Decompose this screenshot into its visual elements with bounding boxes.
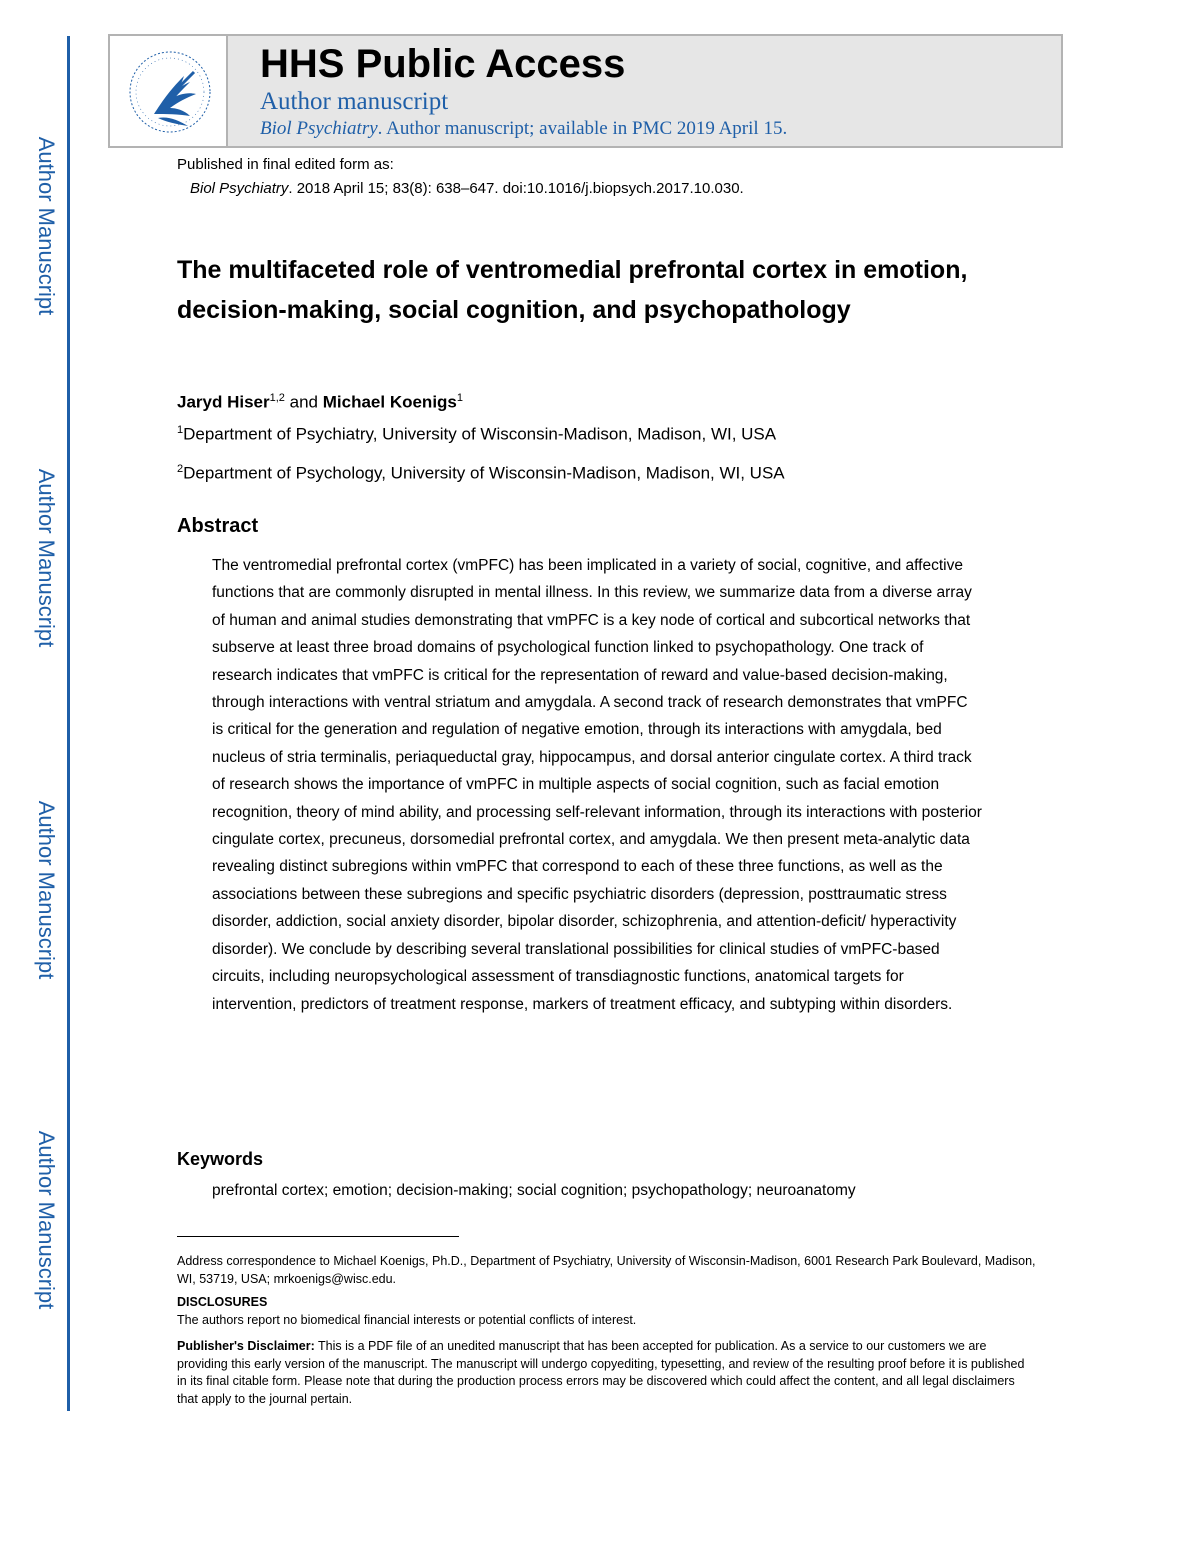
author-name: Jaryd Hiser — [177, 392, 270, 412]
affiliation-marker: 1 — [177, 424, 184, 436]
availability-line — [260, 118, 787, 140]
margin-rule — [67, 36, 70, 1411]
header-title-area — [228, 36, 1061, 146]
author-name: Michael Koenigs — [322, 392, 457, 412]
hhs-eagle-seal-icon — [110, 36, 226, 146]
disclaimer-text: This is a PDF file of an unedited manuscript that has been accepted for publication. As a service to our customers we are providing this early version of the manuscript. The manuscript will undergo copyediting, typesetting, and review of the resulting proof before it is published in its final citable form. Please note that during the production process errors may be discovered which could affect the content, and all legal disclaimers that apply to the journal pertain. — [177, 1339, 1025, 1406]
keywords-list: prefrontal cortex; emotion; decision-making; social cognition; psychopathology; neuroanatomy — [212, 1182, 856, 1199]
affiliation-2 — [177, 463, 785, 484]
hhs-header — [108, 34, 1063, 148]
author-manuscript-label: Author manuscript — [260, 88, 449, 115]
journal-name: Biol Psychiatry — [260, 118, 378, 139]
affiliation-marker: 2 — [177, 463, 184, 475]
affiliation-text: Department of Psychology, University of Wisconsin-Madison, Madison, WI, USA — [183, 463, 785, 483]
author-list — [177, 392, 463, 413]
author-affiliation-marker: 1,2 — [269, 392, 285, 404]
published-citation — [190, 180, 744, 197]
publisher-disclaimer — [177, 1338, 1037, 1408]
hhs-title: HHS Public Access — [260, 42, 626, 86]
citation-details: . 2018 April 15; 83(8): 638–647. doi:10.1016/j.biopsych.2017.10.030. — [288, 180, 744, 197]
hhs-logo — [110, 36, 228, 146]
published-label: Published in final edited form as: — [177, 156, 394, 173]
disclaimer-label: Publisher's Disclaimer: — [177, 1339, 315, 1353]
correspondence-address: Address correspondence to Michael Koenigs, Ph.D., Department of Psychiatry, University of Wisconsin-Madison, 6001 Research Park Boulevard, Madison, WI, 53719, USA; mrkoenigs@wisc.edu. — [177, 1254, 1036, 1286]
disclosures-text: The authors report no biomedical financial interests or potential conflicts of interest. — [177, 1313, 637, 1327]
abstract-heading: Abstract — [177, 515, 259, 537]
affiliation-text: Department of Psychiatry, University of Wisconsin-Madison, Madison, WI, USA — [183, 424, 777, 444]
availability-text: . Author manuscript; available in PMC 2019 April 15. — [377, 118, 788, 139]
keywords-heading: Keywords — [177, 1149, 264, 1169]
citation-journal: Biol Psychiatry — [190, 180, 289, 197]
abstract-body: The ventromedial prefrontal cortex (vmPFC) has been implicated in a variety of social, cognitive, and affective functions that are commonly disrupted in mental illness. In this review, we summarize data from a diverse array of human and animal studies demonstrating that vmPFC is a key node of cortical and subcortical networks that subserve at least three broad domains of psychological function linked to psychopathology. One track of research indicates that vmPFC is critical for the representation of reward and value-based decision-making, through interactions with ventral striatum and amygdala. A second track of research demonstrates that vmPFC is critical for the generation and regulation of negative emotion, through its interactions with amygdala, bed nucleus of stria terminalis, periaqueductal gray, hippocampus, and dorsal anterior cingulate cortex. A third track of research shows the importance of vmPFC in multiple aspects of social cognition, such as facial emotion recognition, theory of mind ability, and processing self-relevant information, through its interactions with posterior cingulate cortex, precuneus, dorsomedial prefrontal cortex, and amygdala. We then present meta-analytic data revealing distinct subregions within vmPFC that correspond to each of these three functions, as well as the associations between these subregions and specific psychiatric disorders (depression, posttraumatic stress disorder, addiction, social anxiety disorder, bipolar disorder, schizophrenia, and attention-deficit/ hyperactivity disorder). We conclude by describing several translational possibilities for clinical studies of vmPFC-based circuits, including neuropsychological assessment of transdiagnostic functions, anatomical targets for intervention, predictors of treatment response, markers of treatment efficacy, and subtyping within disorders. — [212, 557, 982, 1013]
author-joiner: and — [284, 392, 323, 412]
author-affiliation-marker: 1 — [456, 392, 463, 404]
disclosures-heading: DISCLOSURES — [177, 1295, 268, 1309]
affiliation-1 — [177, 424, 776, 445]
footnote-divider — [177, 1236, 459, 1237]
article-title: The multifaceted role of ventromedial prefrontal cortex in emotion, decision-making, social cognition, and psychopathology — [177, 256, 968, 324]
